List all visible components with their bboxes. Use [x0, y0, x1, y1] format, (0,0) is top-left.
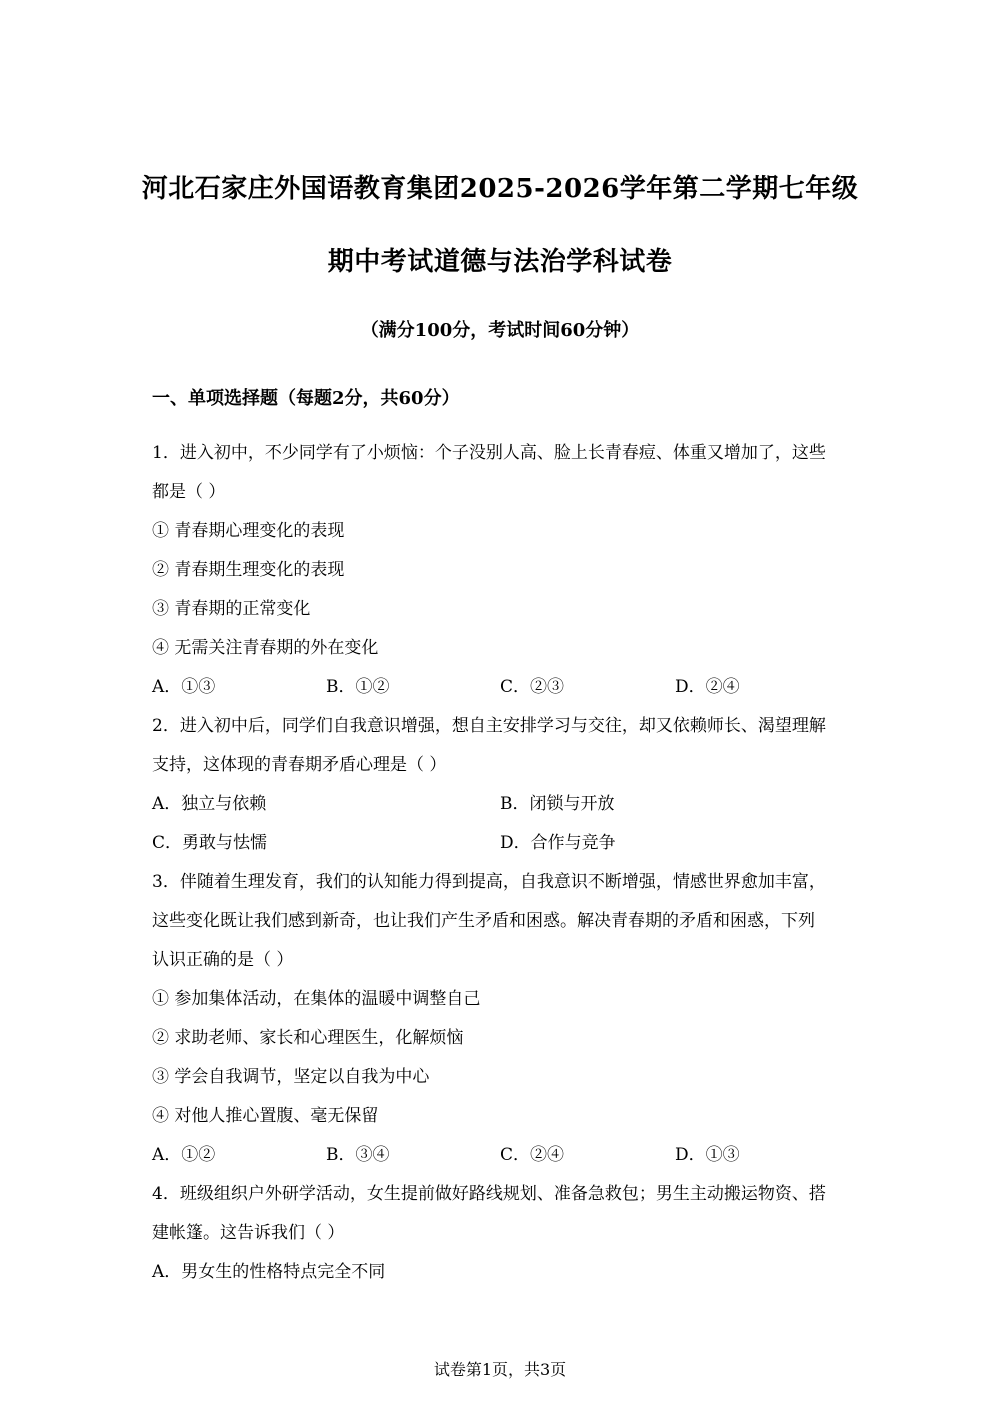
- question-1-item-4: ④ 无需关注青春期的外在变化: [152, 638, 379, 658]
- question-1-stem-line-1: 1．进入初中，不少同学有了小烦恼：个子没别人高、脸上长青春痘、体重又增加了，这些: [152, 443, 826, 463]
- question-4-stem-line-1: 4．班级组织户外研学活动，女生提前做好路线规划、准备急救包；男生主动搬运物资、搭: [152, 1184, 826, 1204]
- question-1-option-a: A．①③: [152, 677, 216, 697]
- page-footer: 试卷第1页，共3页: [433, 1360, 567, 1379]
- question-2-option-a: A．独立与依赖: [152, 794, 267, 814]
- section-heading: 一、单项选择题（每题2分，共60分）: [152, 388, 460, 409]
- question-1-option-b: B．①②: [326, 677, 390, 697]
- question-3-option-c: C．②④: [500, 1145, 565, 1165]
- question-3-item-2: ② 求助老师、家长和心理医生，化解烦恼: [152, 1028, 464, 1048]
- question-2-stem-line-1: 2．进入初中后，同学们自我意识增强，想自主安排学习与交往，却又依赖师长、渴望理解: [152, 716, 826, 736]
- question-2-option-d: D．合作与竞争: [500, 833, 616, 853]
- question-3-item-4: ④ 对他人推心置腹、毫无保留: [152, 1106, 379, 1126]
- question-1-item-3: ③ 青春期的正常变化: [152, 599, 311, 619]
- exam-title-line-1: 河北石家庄外国语教育集团2025-2026学年第二学期七年级: [141, 174, 859, 204]
- question-3-stem-line-2: 这些变化既让我们感到新奇，也让我们产生矛盾和困惑。解决青春期的矛盾和困惑，下列: [152, 911, 815, 931]
- question-3-option-b: B．③④: [326, 1145, 390, 1165]
- question-4-stem-line-2: 建帐篷。这告诉我们（ ）: [152, 1223, 345, 1243]
- question-1-stem-line-2: 都是（ ）: [152, 482, 226, 502]
- question-2-stem-line-2: 支持，这体现的青春期矛盾心理是（ ）: [152, 755, 447, 775]
- question-1-item-1: ① 青春期心理变化的表现: [152, 521, 345, 541]
- question-3-item-3: ③ 学会自我调节，坚定以自我为中心: [152, 1067, 430, 1087]
- question-3-option-a: A．①②: [152, 1145, 216, 1165]
- question-1-item-2: ② 青春期生理变化的表现: [152, 560, 345, 580]
- question-1-option-c: C．②③: [500, 677, 565, 697]
- question-3-option-d: D．①③: [675, 1145, 740, 1165]
- question-3-stem-line-3: 认识正确的是（ ）: [152, 950, 294, 970]
- exam-subtitle: （满分100分，考试时间60分钟）: [360, 320, 640, 341]
- question-2-option-b: B．闭锁与开放: [500, 794, 615, 814]
- question-3-item-1: ① 参加集体活动，在集体的温暖中调整自己: [152, 989, 481, 1009]
- question-4-option-a: A．男女生的性格特点完全不同: [152, 1262, 386, 1282]
- question-2-option-c: C．勇敢与怯懦: [152, 833, 268, 853]
- question-1-option-d: D．②④: [675, 677, 740, 697]
- exam-title-line-2: 期中考试道德与法治学科试卷: [327, 247, 673, 277]
- question-3-stem-line-1: 3．伴随着生理发育，我们的认知能力得到提高，自我意识不断增强，情感世界愈加丰富，: [152, 872, 826, 892]
